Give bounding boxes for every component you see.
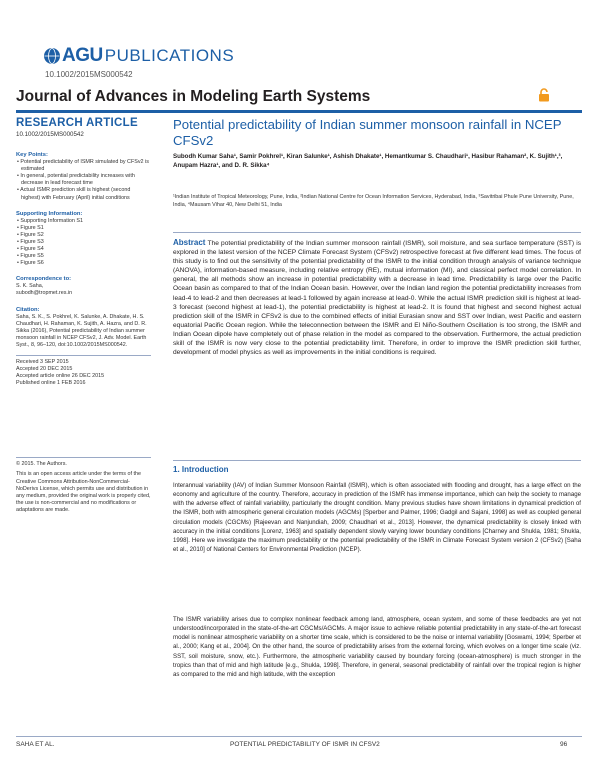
key-point: • In general, potential predictability increases with decrease in lead forecast time [16, 173, 151, 187]
divider [173, 460, 581, 461]
footer-authors: SAHA ET AL. [16, 741, 55, 748]
open-access-lock-icon [537, 88, 551, 102]
date-received: Received 3 SEP 2015 [16, 358, 69, 365]
key-point: • Actual ISMR prediction skill is highest (second highest) with February (April) initial conditions [16, 187, 151, 201]
license-text: This is an open access article under the terms of the Creative Commons Attribution-NonCommercial-NoDerivs License, which permits use and distribution in any medium, provided the original work is properly cited, the use is non-commercial and no modifications or adaptations are made. [16, 471, 151, 513]
supporting-item[interactable]: • Figure S3 [16, 239, 151, 246]
date-accepted: Accepted 20 DEC 2015 [16, 366, 73, 373]
footer-running-title: POTENTIAL PREDICTABILITY OF ISMR IN CFSV2 [230, 741, 380, 748]
article-type: RESEARCH ARTICLE [16, 117, 138, 129]
correspondence-heading: Correspondence to: [16, 276, 72, 283]
citation-heading: Citation: [16, 306, 40, 313]
footer-rule [16, 736, 582, 737]
sidebar [16, 117, 151, 514]
supporting-item[interactable]: • Figure S4 [16, 246, 151, 253]
key-points-heading: Key Points: [16, 152, 48, 159]
globe-icon [44, 48, 60, 64]
article-doi[interactable]: 10.1002/2015MS000542 [16, 131, 84, 138]
header-rule [16, 110, 582, 113]
supporting-item[interactable]: • Figure S2 [16, 232, 151, 239]
paragraph: The ISMR variability arises due to complex nonlinear feedback among land, atmosphere, ocean system, and some of these feedbacks are yet not understood/incorporated in the state-of-the-art CGCMs/AGCMs. A major issue to achieve reliable potential predictability in any state-of-the-art forecast model is nonlinear atmospheric variability on a shorter time scale, which is considered to be the noise or internal variability [Goswami, 1994; Sperber et al., 2000; Kang et al., 2004]. On the other hand, the source of predictability arises from the external forcing, which evolves on a longer time scale (viz. SST, soil moisture, snow, etc.). Furthermore, the atmospheric variability caused by boundary forcing (ocean-atmosphere) is much stronger in the tropics than that of mid and high latitude [e.g., Shukla, 1998]. Therefore, in general, seasonal predictability of rainfall over the tropical region is higher as compared to the mid and high latitude, with the exception [173, 616, 581, 678]
journal-title: Journal of Advances in Modeling Earth Systems [16, 88, 371, 105]
supporting-item[interactable]: • Supporting Information S1 [16, 218, 151, 225]
abstract-text: The potential predictability of the Indian summer monsoon rainfall (ISMR), soil moisture, and sea surface temperature (SST) is explored in the latest version of the NCEP Climate Forecast System (CFSv2) retrospective forecast at five different lead times. The focus of this study is to find out the sensitivity of the potential predictability of the ISMR to the initial condition through analysis of variance technique (ANOVA), information-based measure, including relative entropy (RE), mutual information (MI), and classical perfect model correlation. In general, the all methods show an increase in potential predictability with a decrease in lead time. Predictability is large over the Pacific Ocean basin as compared to that of the Indian Ocean basin. However, over the Indian land region the potential predictability increases from lead-4 to lead-2 and then decreases at lead-1 followed by again increase at lead-0. While the actual ISMR prediction skill is highest at lead-3 forecast (second highest at lead-1), the potential predictability is highest at lead-2. It is found that highest and second highest actual prediction skill of the ISMR in CFSv2 is due to the combined effects of initial Eurasian snow and SST over Indian, west Pacific and eastern equatorial Pacific Ocean region. While the teleconnection between the ISMR and El Niño-Southern Oscillation is too strong, the ISMR and Indian Ocean dipole have completely out of phase relation in the model as compared to the observation. Furthermore, the actual prediction skill of the ISMR is now very close to the potential predictability limit. Therefore, in order to improve the ISMR prediction skill further, development of model physics as well as improvements in the initial conditions is required. [173, 240, 581, 357]
supporting-info-heading: Supporting Information: [16, 210, 83, 217]
citation-text: Saha, S. K., S. Pokhrel, K. Salunke, A. Dhakate, H. S. Chaudhari, H. Rahaman, K. Sujith, A. Hazra, and D. R. Sikka (2016), Potential predictability of Indian summer monsoon rainfall in NCEP CFSv2, J. Adv. Model. Earth Syst., 8, 96–120, doi:10.1002/2015MS000542. [16, 313, 147, 348]
authors: Subodh Kumar Saha¹, Samir Pokhrel¹, Kiran Salunke¹, Ashish Dhakate¹, Hemantkumar S. Chaudhari¹, Hasibur Rahaman², K. Sujith¹,³, Anupam Hazra¹, and D. R. Sikka⁴ [173, 153, 563, 169]
supporting-item[interactable]: • Figure S1 [16, 225, 151, 232]
logo-agu: AGU [62, 45, 103, 66]
page-number: 96 [560, 741, 568, 748]
section-heading-introduction: 1. Introduction [173, 465, 229, 474]
divider [16, 457, 151, 458]
affiliations: ¹Indian Institute of Tropical Meteorology, Pune, India, ²Indian National Centre for Ocean Information Services, Hyderabad, India, ³Savitribai Phule Pune University, Pune, India, ⁴Mausam Vihar 40, New Delhi 51, India [173, 194, 574, 208]
date-accepted-online: Accepted article online 26 DEC 2015 [16, 373, 105, 380]
agu-publications-logo [44, 44, 244, 68]
date-published: Published online 1 FEB 2016 [16, 380, 86, 387]
divider [173, 232, 581, 233]
paragraph: Interannual variability (IAV) of Indian Summer Monsoon Rainfall (ISMR), which is often associated with flooding and drought, has a large effect on the economy and agriculture of the country. Therefore, accuracy in prediction of the ISMR has immense importance, which can help the society to manage with the adverse effect of rainfall variability, particularly the drought condition. Many previous studies have shown limitations in dynamical prediction of the ISMR, both with atmospheric general circulation models (AGCMs) [Sperber and Palmer, 1996; Gadgil and Sajani, 1998] as well as coupled general circulation models (CGCMs) [Rajeevan and Nanjundiah, 2009; Chaudhari et al., 2013]. However, the dynamical predictability is closely linked with accuracy in the initial conditions [Lorenz, 1963] and spatially dependent slowly varying lower boundary conditions [Charney and Shukla, 1981; Shukla, 1998]. Here we investigate the maximum predictability or the potential predictability of the ISMR in Climate Forecast System version 2 (CFSv2) [Saha et al., 2010] of National Centers for Environmental Prediction (NCEP). [173, 482, 581, 554]
correspondence-email[interactable]: subodh@tropmet.res.in [16, 290, 73, 297]
copyright: © 2015. The Authors. [16, 461, 67, 468]
abstract [173, 238, 581, 357]
abstract-heading: Abstract [173, 238, 206, 247]
divider [16, 355, 151, 356]
supporting-item[interactable]: • Figure S6 [16, 260, 151, 267]
article-title: Potential predictability of Indian summer monsoon rainfall in NCEP CFSv2 [173, 117, 562, 148]
doi-top[interactable]: 10.1002/2015MS000542 [45, 70, 133, 79]
supporting-item[interactable]: • Figure S5 [16, 253, 151, 260]
correspondence-name: S. K. Saha, [16, 283, 44, 290]
logo-publications: PUBLICATIONS [104, 46, 235, 65]
key-point: • Potential predictability of ISMR simulated by CFSv2 is estimated [16, 159, 151, 173]
